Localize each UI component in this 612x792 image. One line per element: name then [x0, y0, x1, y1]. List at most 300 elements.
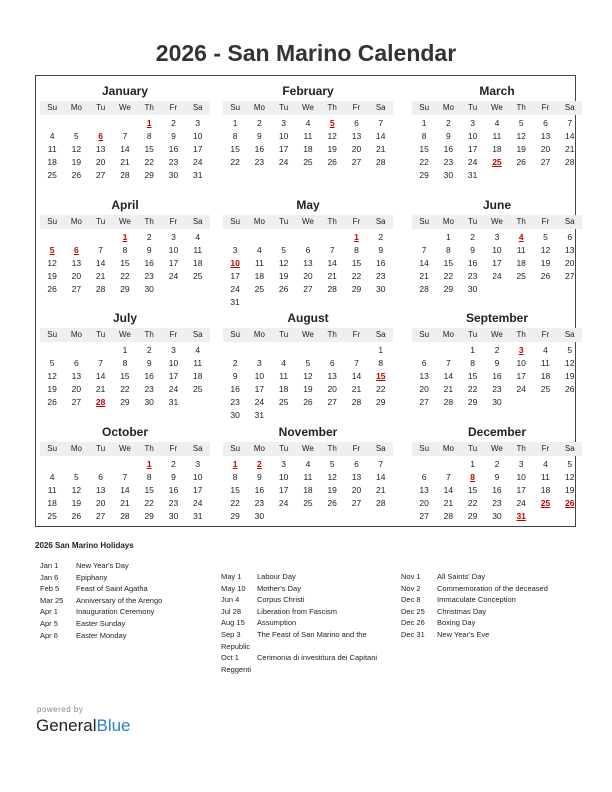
day-cell: 2: [494, 459, 500, 469]
weekday-label: Fr: [541, 444, 550, 453]
day-cell: 2: [470, 232, 476, 242]
day-cell: [89, 117, 113, 130]
day-cell: 30: [168, 170, 179, 180]
day-cell: 16: [443, 144, 454, 154]
weekday-label: Su: [230, 103, 241, 112]
holiday-name: Epiphany: [76, 572, 108, 582]
month-name: August: [287, 311, 329, 325]
week-row: [40, 283, 210, 296]
day-cell: [272, 344, 296, 357]
day-cell: 6: [543, 118, 548, 128]
day-cell: 19: [47, 271, 57, 281]
day-cell: [113, 458, 137, 471]
day-cell: [533, 396, 557, 409]
day-cell: 9: [494, 472, 500, 482]
day-cell: 21: [375, 485, 386, 495]
weekday-label: Sa: [564, 217, 575, 226]
weekday-label: Mo: [442, 103, 454, 112]
day-cell: [320, 510, 344, 523]
week-row: [40, 257, 210, 270]
week-row: [40, 143, 210, 156]
day-cell: 8: [446, 245, 451, 255]
day-cell: [436, 458, 460, 471]
day-cell: 9: [146, 245, 152, 255]
day-cell: 27: [95, 170, 106, 180]
weekday-label: Tu: [468, 330, 478, 339]
month-name: January: [101, 84, 149, 98]
day-cell: 17: [278, 144, 289, 154]
day-cell: 25: [540, 384, 551, 394]
day-cell: 16: [254, 144, 265, 154]
day-cell: 1: [122, 345, 128, 355]
day-cell: 2: [171, 118, 176, 128]
day-cell: 29: [419, 170, 429, 180]
day-cell: 6: [74, 358, 79, 368]
holiday-item: [40, 606, 162, 618]
day-cell: 9: [494, 358, 500, 368]
day-cell: 18: [303, 485, 313, 495]
weekday-label: Tu: [468, 217, 478, 226]
day-cell: [320, 344, 344, 357]
day-cell: 20: [327, 384, 337, 394]
holiday-item: [221, 641, 377, 653]
day-cell: 22: [467, 498, 478, 508]
weekday-label: Tu: [96, 330, 106, 339]
day-cell: [369, 296, 393, 309]
day-cell: 15: [419, 144, 429, 154]
week-row: [412, 344, 582, 357]
day-cell: 2: [146, 232, 152, 242]
holiday-date: 1: [232, 459, 238, 469]
day-cell: 4: [49, 131, 55, 141]
day-cell: 3: [281, 118, 287, 128]
holiday-item: [401, 629, 548, 641]
day-cell: 18: [540, 371, 551, 381]
day-cell: 5: [281, 245, 287, 255]
day-cell: [272, 296, 296, 309]
holiday-name: Cerimonia di investitura dei Capitani: [257, 653, 378, 663]
holiday-name: All Saints' Day: [437, 572, 486, 581]
holiday-date-label: Jun 4: [221, 595, 240, 605]
day-cell: 25: [192, 384, 203, 394]
day-cell: 31: [254, 410, 265, 420]
weekday-label: We: [491, 217, 503, 226]
holiday-date: 25: [540, 498, 551, 508]
week-row: [412, 143, 582, 156]
day-cell: 7: [446, 472, 451, 482]
weekday-label: Su: [230, 217, 241, 226]
day-cell: 26: [71, 511, 82, 521]
day-cell: 11: [193, 245, 203, 255]
month-july: [40, 310, 210, 409]
holiday-name: Corpus Christi: [257, 595, 305, 605]
day-cell: 31: [192, 170, 203, 180]
holiday-name: Immaculate Conception: [437, 595, 516, 605]
day-cell: 20: [419, 384, 429, 394]
week-row: [412, 270, 582, 283]
day-cell: [223, 231, 247, 244]
day-cell: 9: [171, 131, 176, 141]
day-cell: 22: [351, 271, 362, 281]
day-cell: 7: [421, 245, 427, 255]
holiday-name: Mother's Day: [257, 583, 301, 593]
day-cell: 24: [467, 157, 478, 167]
day-cell: 16: [168, 144, 179, 154]
day-cell: 24: [254, 397, 265, 407]
day-cell: [320, 296, 344, 309]
day-cell: 21: [120, 157, 130, 167]
holiday-date: 3: [518, 345, 524, 355]
day-cell: 20: [71, 271, 82, 281]
holiday-date: 25: [492, 157, 502, 167]
month-name: April: [111, 198, 139, 212]
day-cell: 17: [516, 371, 526, 381]
day-cell: 19: [47, 384, 57, 394]
holiday-name: Liberation from Fascism: [257, 606, 338, 616]
day-cell: 7: [98, 358, 104, 368]
day-cell: 4: [543, 459, 548, 469]
week-row: [412, 458, 582, 471]
day-cell: 23: [254, 157, 265, 167]
day-cell: 1: [421, 118, 427, 128]
day-cell: 29: [230, 511, 240, 521]
weekday-label: Th: [516, 444, 526, 453]
day-cell: [296, 409, 320, 422]
day-cell: 8: [232, 131, 238, 141]
day-cell: 1: [232, 118, 238, 128]
generalblue-logo[interactable]: [36, 716, 131, 736]
day-cell: 20: [303, 271, 313, 281]
week-row: [40, 484, 210, 497]
day-cell: 6: [98, 472, 104, 482]
month-april: [40, 197, 210, 296]
day-cell: 6: [354, 118, 359, 128]
weekday-label: Th: [327, 444, 337, 453]
day-cell: [412, 231, 436, 244]
day-cell: 8: [122, 358, 128, 368]
day-cell: 21: [443, 498, 454, 508]
day-cell: 16: [492, 485, 502, 495]
day-cell: [64, 344, 88, 357]
weekday-label: Tu: [279, 103, 289, 112]
day-cell: 1: [378, 345, 384, 355]
day-cell: [369, 510, 393, 523]
day-cell: 29: [144, 170, 154, 180]
day-cell: [320, 409, 344, 422]
day-cell: [113, 117, 137, 130]
weekday-label: Th: [516, 103, 526, 112]
day-cell: [247, 231, 271, 244]
day-cell: 12: [47, 258, 57, 268]
day-cell: 2: [257, 118, 262, 128]
day-cell: 31: [168, 397, 179, 407]
day-cell: [223, 344, 247, 357]
weekday-label: Fr: [352, 330, 361, 339]
day-cell: 27: [564, 271, 575, 281]
day-cell: 8: [354, 245, 359, 255]
day-cell: [40, 117, 64, 130]
day-cell: 30: [254, 511, 265, 521]
day-cell: 15: [467, 485, 478, 495]
weekday-label: Th: [327, 217, 337, 226]
weekday-label: Fr: [169, 217, 178, 226]
holiday-date-label: Jan 1: [40, 561, 59, 570]
week-row: [223, 344, 393, 357]
day-cell: 8: [421, 131, 427, 141]
day-cell: 27: [95, 511, 106, 521]
weekday-label: Su: [47, 217, 58, 226]
holiday-name: Easter Monday: [76, 630, 127, 640]
week-row: [412, 357, 582, 370]
day-cell: 9: [446, 131, 451, 141]
day-cell: [272, 409, 296, 422]
day-cell: 28: [120, 511, 130, 521]
day-cell: 10: [192, 472, 203, 482]
holiday-item: [40, 560, 162, 572]
brand-blue: Blue: [96, 716, 131, 735]
day-cell: 16: [144, 371, 154, 381]
weekday-label: Tu: [468, 103, 478, 112]
weekday-label: Sa: [192, 444, 203, 453]
holiday-name: Anniversary of the Arengo: [76, 595, 163, 605]
day-cell: 26: [71, 170, 82, 180]
holiday-item: [40, 618, 162, 630]
day-cell: 14: [120, 144, 130, 154]
day-cell: 26: [327, 157, 337, 167]
day-cell: 28: [443, 511, 454, 521]
day-cell: 25: [47, 170, 57, 180]
holidays-title: 2026 San Marino Holidays: [35, 541, 134, 550]
day-cell: 22: [144, 498, 154, 508]
holiday-name: Inauguration Ceremony: [76, 607, 155, 617]
day-cell: 7: [446, 358, 451, 368]
day-cell: 14: [443, 371, 454, 381]
week-row: [223, 357, 393, 370]
day-cell: 11: [279, 371, 289, 381]
week-row: [40, 130, 210, 143]
day-cell: 12: [564, 358, 575, 368]
week-row: [223, 471, 393, 484]
day-cell: [161, 283, 185, 296]
day-cell: 26: [564, 384, 575, 394]
weekday-label: Th: [516, 217, 526, 226]
day-cell: 16: [230, 384, 240, 394]
day-cell: 31: [230, 297, 240, 307]
day-cell: 28: [351, 397, 362, 407]
day-cell: 24: [278, 498, 289, 508]
holiday-item: [401, 606, 548, 618]
day-cell: [247, 296, 271, 309]
holiday-date: 1: [146, 459, 152, 469]
holiday-name: Commemoration of the deceased: [437, 583, 548, 593]
weekday-label: Mo: [70, 103, 82, 112]
day-cell: 30: [168, 511, 179, 521]
holiday-item: [221, 652, 377, 664]
week-row: [40, 383, 210, 396]
day-cell: 26: [47, 284, 57, 294]
day-cell: 14: [95, 258, 106, 268]
holiday-item: [221, 583, 377, 595]
weekday-label: Mo: [70, 444, 82, 453]
day-cell: [64, 117, 88, 130]
week-row: [223, 370, 393, 383]
day-cell: 16: [144, 258, 154, 268]
day-cell: 4: [195, 232, 201, 242]
day-cell: 5: [49, 358, 55, 368]
day-cell: 13: [71, 258, 82, 268]
day-cell: 27: [351, 157, 362, 167]
month-june: [412, 197, 582, 296]
day-cell: 27: [351, 498, 362, 508]
day-cell: 21: [95, 271, 106, 281]
day-cell: 13: [419, 485, 429, 495]
holiday-name: Labour Day: [257, 572, 296, 581]
day-cell: 18: [254, 271, 265, 281]
weekday-label: Sa: [564, 103, 575, 112]
month-january: [40, 83, 210, 182]
month-name: March: [479, 84, 515, 98]
day-cell: 10: [278, 131, 289, 141]
day-cell: [436, 344, 460, 357]
weekday-label: Su: [230, 444, 241, 453]
day-cell: 18: [303, 144, 313, 154]
day-cell: 14: [95, 371, 106, 381]
day-cell: 15: [443, 258, 454, 268]
day-cell: 21: [120, 498, 130, 508]
weekday-label: Fr: [352, 103, 361, 112]
week-row: [412, 484, 582, 497]
day-cell: 28: [419, 284, 429, 294]
day-cell: [558, 283, 582, 296]
holiday-date-label: Sep 3: [221, 629, 241, 639]
day-cell: [89, 231, 113, 244]
day-cell: 26: [278, 284, 289, 294]
holiday-date: 1: [354, 232, 359, 242]
day-cell: 13: [564, 245, 575, 255]
day-cell: 9: [470, 245, 476, 255]
week-row: [223, 383, 393, 396]
day-cell: [509, 396, 533, 409]
month-name: October: [101, 425, 148, 439]
day-cell: 20: [419, 498, 429, 508]
holiday-item: [40, 583, 162, 595]
day-cell: 3: [195, 459, 201, 469]
day-cell: 4: [305, 118, 311, 128]
day-cell: 5: [74, 131, 79, 141]
day-cell: 16: [168, 485, 179, 495]
day-cell: 2: [171, 459, 176, 469]
day-cell: 12: [327, 131, 337, 141]
week-row: [223, 270, 393, 283]
holiday-date: 28: [95, 397, 106, 407]
day-cell: 19: [303, 384, 313, 394]
day-cell: 19: [278, 271, 289, 281]
week-row: [223, 156, 393, 169]
day-cell: 22: [419, 157, 429, 167]
day-cell: 15: [120, 258, 130, 268]
day-cell: 5: [305, 358, 311, 368]
day-cell: [485, 283, 509, 296]
week-row: [223, 296, 393, 309]
day-cell: 14: [564, 131, 575, 141]
day-cell: 10: [192, 131, 203, 141]
weekday-header: [40, 442, 210, 456]
day-cell: 4: [543, 345, 548, 355]
day-cell: 15: [230, 485, 240, 495]
page-title: 2026 - San Marino Calendar: [155, 40, 457, 66]
day-cell: 20: [540, 144, 551, 154]
week-row: [40, 370, 210, 383]
day-cell: 15: [351, 258, 362, 268]
weekday-label: We: [302, 103, 314, 112]
day-cell: 10: [254, 371, 265, 381]
weekday-label: Mo: [442, 444, 454, 453]
day-cell: 3: [171, 232, 176, 242]
day-cell: [558, 396, 582, 409]
holiday-item: [401, 583, 548, 595]
day-cell: 26: [540, 271, 551, 281]
weekday-label: Tu: [279, 330, 289, 339]
week-row: [40, 244, 210, 257]
day-cell: 19: [327, 144, 337, 154]
day-cell: 22: [230, 157, 240, 167]
day-cell: 12: [303, 371, 313, 381]
day-cell: 13: [95, 144, 106, 154]
day-cell: 5: [329, 459, 335, 469]
day-cell: 10: [168, 245, 179, 255]
day-cell: 6: [329, 358, 335, 368]
week-row: [223, 231, 393, 244]
holiday-item: [221, 629, 377, 641]
day-cell: 18: [516, 258, 526, 268]
day-cell: 13: [71, 371, 82, 381]
day-cell: 28: [443, 397, 454, 407]
month-february: [223, 83, 393, 169]
day-cell: 30: [443, 170, 454, 180]
day-cell: 28: [375, 157, 386, 167]
day-cell: 19: [540, 258, 551, 268]
holiday-item: [221, 664, 377, 676]
weekday-label: Su: [419, 103, 430, 112]
day-cell: 23: [443, 157, 454, 167]
weekday-header: [223, 328, 393, 342]
week-row: [40, 497, 210, 510]
day-cell: 21: [351, 384, 362, 394]
day-cell: 28: [375, 498, 386, 508]
day-cell: 5: [518, 118, 524, 128]
weekday-label: Sa: [192, 217, 203, 226]
holiday-name: New Year's Day: [76, 561, 129, 570]
day-cell: 30: [467, 284, 478, 294]
month-september: [412, 310, 582, 409]
day-cell: 31: [467, 170, 478, 180]
weekday-label: Sa: [192, 103, 203, 112]
day-cell: 9: [232, 371, 238, 381]
day-cell: 24: [168, 384, 179, 394]
day-cell: 27: [327, 397, 337, 407]
holiday-item: [401, 617, 548, 629]
day-cell: 17: [192, 144, 203, 154]
holiday-date-label: Nov 1: [401, 572, 421, 581]
weekday-label: Th: [144, 444, 154, 453]
holiday-item: [40, 572, 162, 584]
holiday-date-label: Jan 6: [40, 572, 59, 582]
day-cell: 17: [230, 271, 240, 281]
day-cell: 14: [327, 258, 337, 268]
day-cell: 29: [443, 284, 454, 294]
day-cell: 11: [254, 258, 264, 268]
day-cell: 18: [192, 258, 203, 268]
